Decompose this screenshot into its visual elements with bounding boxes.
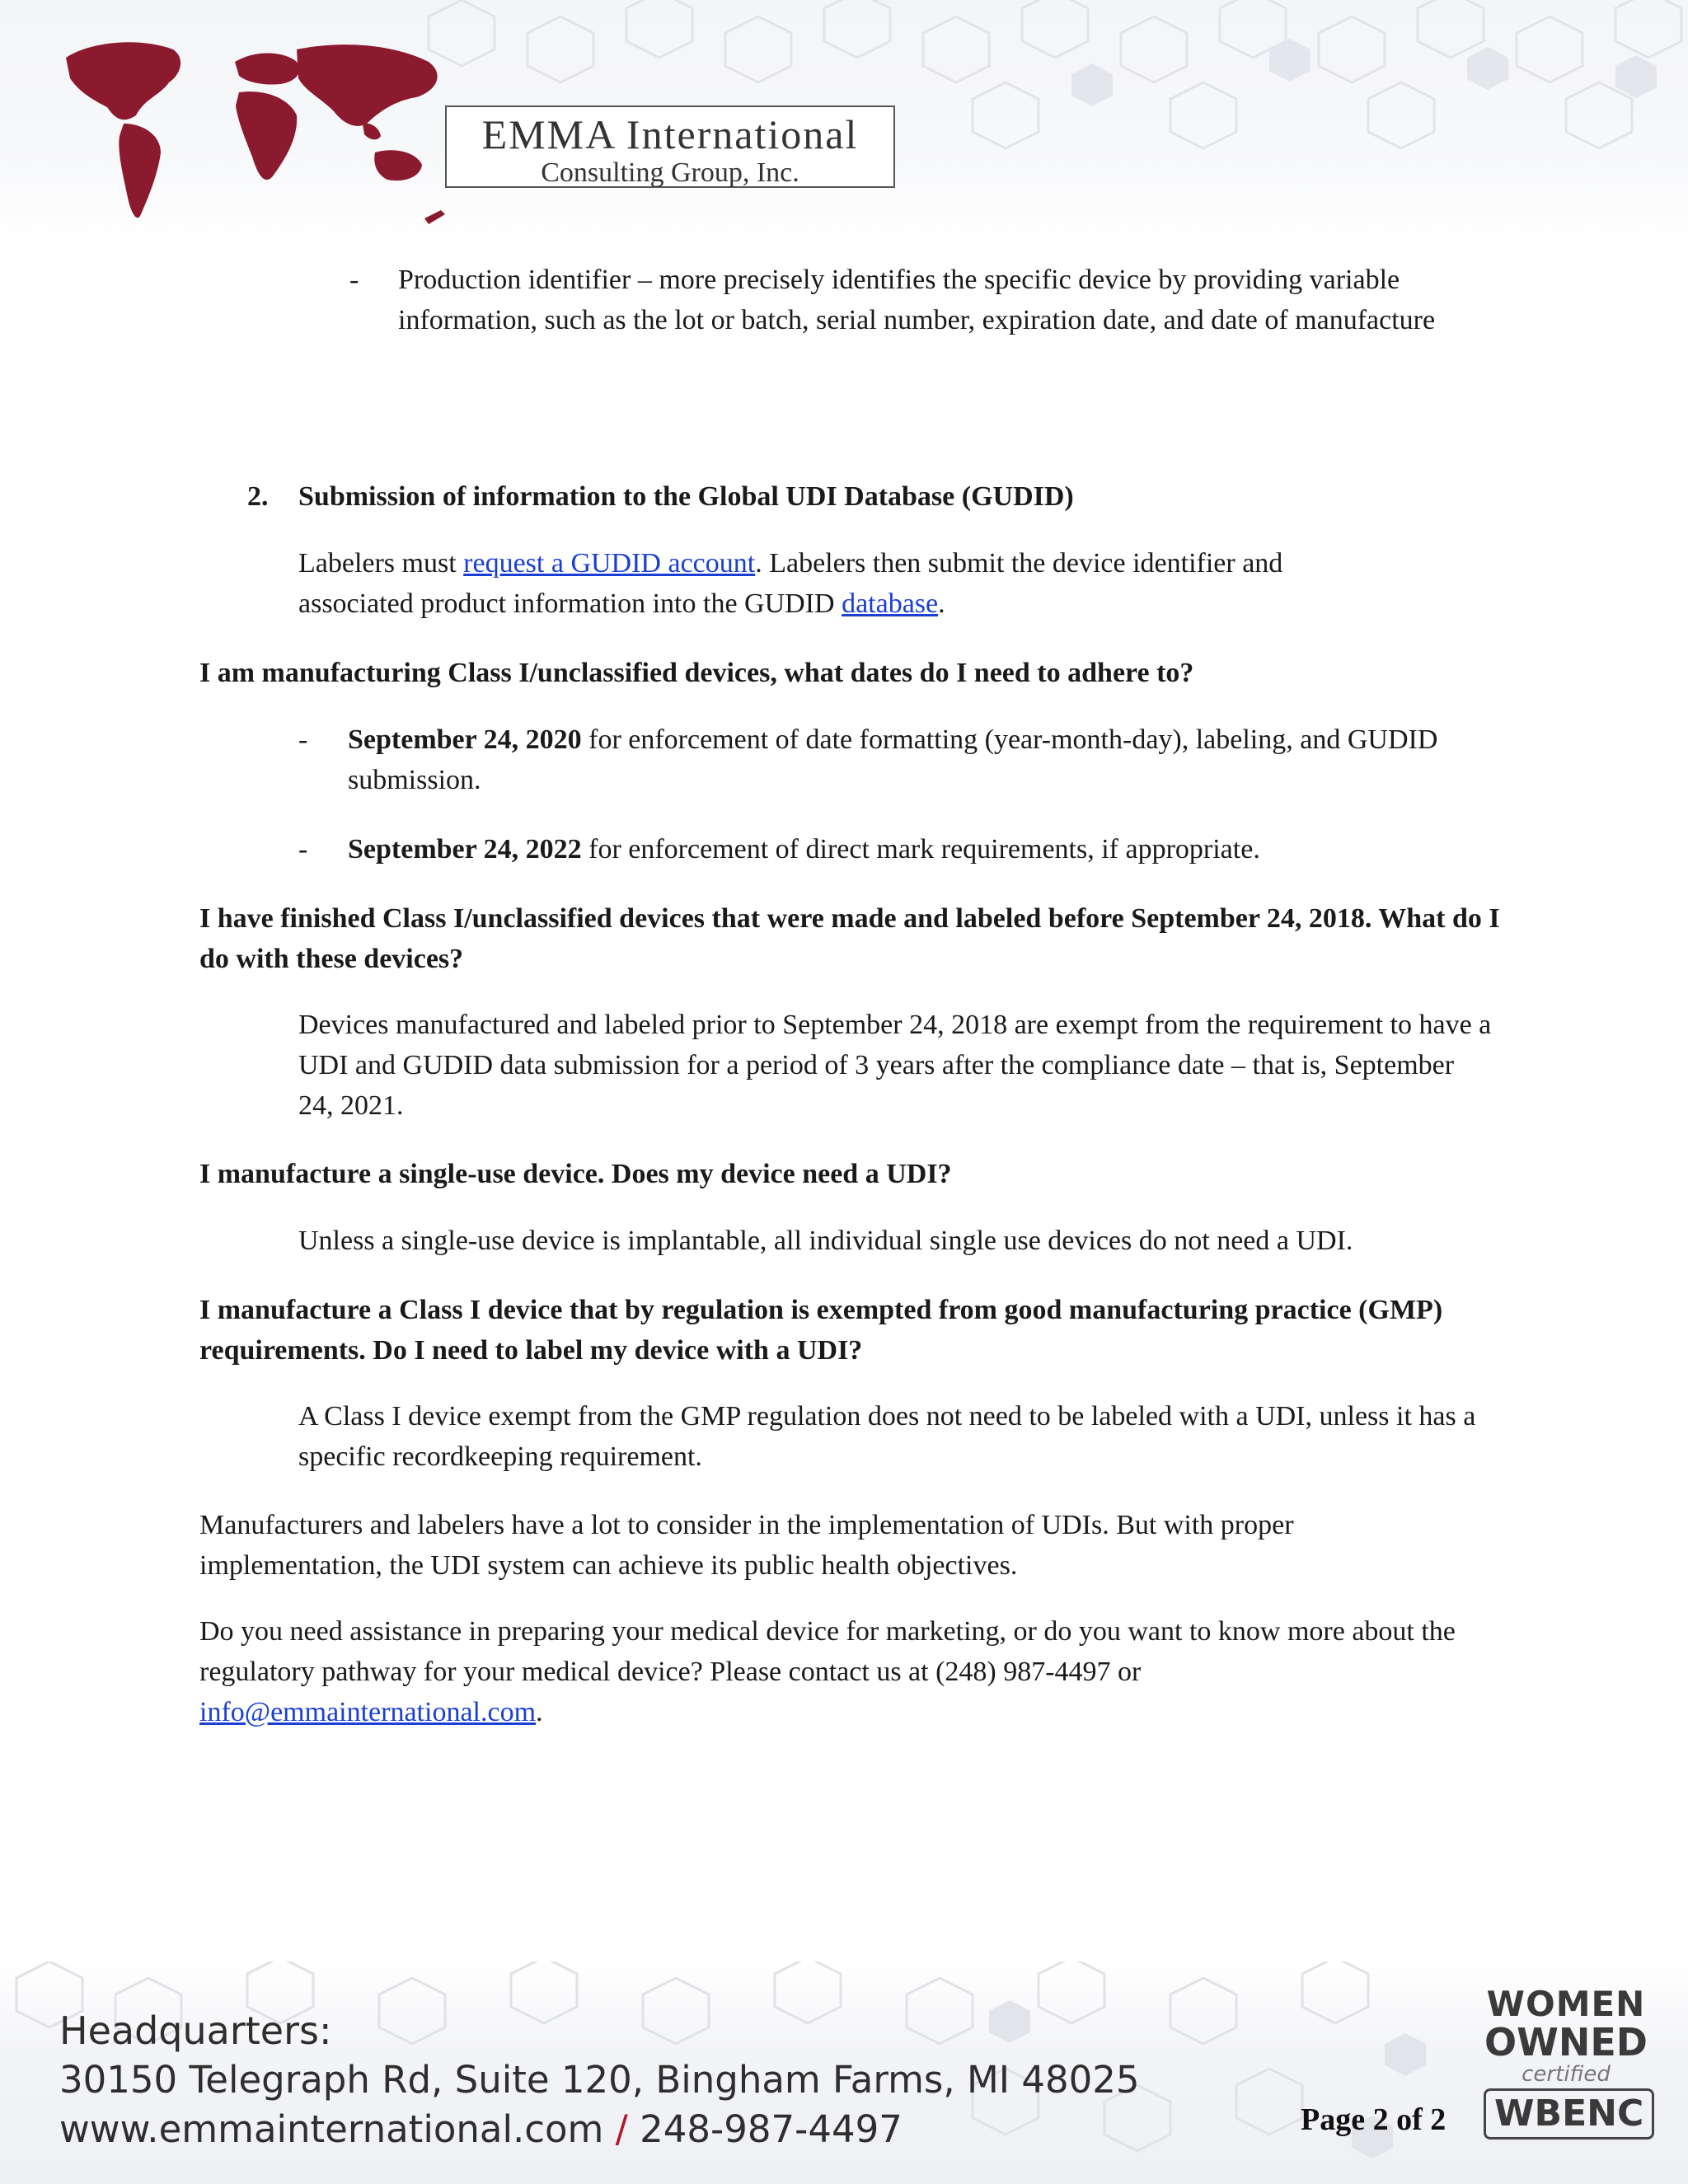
answer-single-use: Unless a single-use device is implantable, all individual single use devices do not need a UDI. — [298, 1226, 1353, 1256]
contact-paragraph: Do you need assistance in preparing your medical device for marketing, or do you want to know more about the regulatory pathway for your medical device? Please contact us at (248) 987-4497 or info@emmainternational.com. — [199, 1616, 1456, 1727]
page-number: Page 2 of 2 — [1301, 2102, 1447, 2137]
badge-women-text: WOMEN — [1486, 1984, 1646, 2024]
answer-finished-devices: Devices manufactured and labeled prior to September 24, 2018 are exempt from the requirement to have a UDI and GUDID data submission for a period of 3 years after the compliance date – that is, September 24, 2021. — [298, 1010, 1492, 1121]
badge-owned-text: OWNED — [1484, 2020, 1648, 2064]
contact-line — [59, 2107, 903, 2151]
page-header — [0, 0, 1688, 247]
headquarters-address: 30150 Telegraph Rd, Suite 120, Bingham Farms, MI 48025 — [59, 2058, 1140, 2102]
question-class-i-dates: I am manufacturing Class I/unclassified devices, what dates do I need to adhere to? — [199, 658, 1194, 688]
question-single-use: I manufacture a single-use device. Does my device need a UDI? — [199, 1159, 952, 1189]
step2-paragraph: Labelers must request a GUDID account. Labelers then submit the device identifier and associated product information into the GUDID database. — [298, 548, 1283, 619]
wbenc-badge — [1484, 1986, 1648, 2176]
step2-heading: Submission of information to the Global UDI Database (GUDID) — [298, 481, 1074, 512]
date-item-2022: September 24, 2022 for enforcement of direct mark requirements, if appropriate. — [348, 834, 1260, 865]
logo-company-name: EMMA International — [481, 111, 859, 157]
badge-wbenc-text: WBENC — [1484, 2088, 1654, 2139]
list-bullet: - — [349, 265, 359, 295]
question-gmp-exempt: I manufacture a Class I device that by regulation is exempted from good manufacturing practice (GMP) requirements. Do I need to label my device with a UDI? — [199, 1295, 1443, 1366]
step-number: 2. — [247, 481, 269, 512]
company-logo — [445, 105, 895, 188]
website: www.emmainternational.com — [59, 2107, 604, 2151]
page-footer — [0, 1961, 1688, 2184]
closing-paragraph: Manufacturers and labelers have a lot to consider in the implementation of UDIs. But with proper implementation, the UDI system can achieve its public health objectives. — [199, 1510, 1294, 1581]
list-bullet: - — [298, 834, 308, 865]
gudid-database-link[interactable]: database — [842, 588, 939, 619]
world-map-logo — [0, 0, 462, 247]
list-bullet: - — [298, 724, 308, 755]
logo-company-subtitle: Consulting Group, Inc. — [541, 157, 799, 188]
phone-number: 248-987-4497 — [640, 2107, 903, 2151]
headquarters-label: Headquarters: — [59, 2008, 332, 2053]
request-gudid-account-link[interactable]: request a GUDID account — [463, 548, 756, 579]
separator: / — [603, 2107, 640, 2151]
email-link[interactable]: info@emmainternational.com — [199, 1697, 537, 1727]
question-finished-devices: I have finished Class I/unclassified devices that were made and labeled before September 24, 2018. What do I do with these devices? — [199, 903, 1500, 974]
badge-certified-text: certified — [1522, 2062, 1611, 2087]
answer-gmp-exempt: A Class I device exempt from the GMP regulation does not need to be labeled with a UDI, unless it has a specific recordkeeping requirement. — [298, 1401, 1476, 1472]
date-item-2020: September 24, 2020 for enforcement of date formatting (year-month-day), labeling, and GUDID submission. — [348, 724, 1438, 795]
production-identifier-text: Production identifier – more precisely identifies the specific device by providing variable information, such as the lot or batch, serial number, expiration date, and date of manufacture — [398, 265, 1436, 335]
